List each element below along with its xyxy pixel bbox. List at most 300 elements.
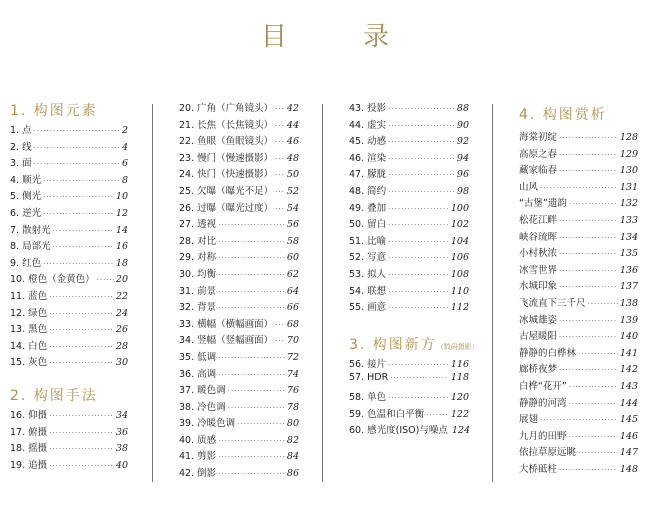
dot-leader xyxy=(559,151,618,159)
toc-entry[interactable] xyxy=(10,122,128,139)
dot-leader xyxy=(218,271,285,279)
toc-entry-page: 147 xyxy=(619,447,638,459)
dot-leader xyxy=(218,453,285,461)
toc-entry-title: 廊桥夜梦 xyxy=(519,364,558,376)
toc-entry[interactable] xyxy=(179,448,299,465)
dot-leader xyxy=(588,300,618,308)
toc-entry-title: 8. 局部光 xyxy=(10,241,51,253)
toc-entry-page: 100 xyxy=(450,202,469,214)
toc-entry[interactable] xyxy=(349,166,469,183)
toc-entry-title: 40. 质感 xyxy=(179,434,217,446)
section-heading-text: 3. 构图新方 xyxy=(349,336,437,353)
toc-entry-title: 静静的河湾 xyxy=(519,397,567,409)
toc-entry-page: 143 xyxy=(619,380,638,392)
toc-entry-title: 39. 冷暖色调 xyxy=(179,418,236,430)
toc-entry-title: 17. 俯摄 xyxy=(10,426,48,438)
toc-entry-page: 8 xyxy=(121,174,128,186)
column-divider xyxy=(322,104,323,482)
toc-entry-title: 29. 对称 xyxy=(179,252,217,264)
section-heading-note: （数码摄影） xyxy=(436,342,479,351)
toc-entry[interactable] xyxy=(179,216,299,233)
toc-entry-title: 11. 蓝色 xyxy=(10,290,48,302)
toc-entry[interactable] xyxy=(519,361,638,378)
dot-leader xyxy=(43,177,120,185)
toc-entry[interactable] xyxy=(519,345,638,362)
toc-entry-page: 141 xyxy=(619,347,638,359)
dot-leader xyxy=(559,333,618,341)
column-divider xyxy=(152,104,153,482)
dot-leader xyxy=(49,326,114,334)
dot-leader xyxy=(390,374,449,382)
dot-leader xyxy=(569,200,618,208)
dot-leader xyxy=(388,394,449,402)
toc-entry-title: 13. 黑色 xyxy=(10,324,48,336)
toc-entry[interactable] xyxy=(519,444,638,461)
dot-leader xyxy=(388,171,455,179)
toc-entry-title: 山风 xyxy=(519,181,539,193)
dot-leader xyxy=(388,304,449,312)
toc-entry-title: 42. 倒影 xyxy=(179,468,217,480)
toc-entry-title: 2. 线 xyxy=(10,141,32,153)
dot-leader xyxy=(228,404,285,412)
toc-entry-page: 144 xyxy=(619,397,638,409)
dot-leader xyxy=(559,317,618,325)
toc-entry[interactable] xyxy=(519,212,638,229)
dot-leader xyxy=(569,383,618,391)
dot-leader xyxy=(275,171,285,179)
toc-entry[interactable] xyxy=(519,312,638,329)
toc-entry-page: 12 xyxy=(115,207,128,219)
dot-leader xyxy=(275,138,285,146)
dot-leader xyxy=(218,470,285,478)
toc-entry[interactable] xyxy=(519,229,638,246)
dot-leader xyxy=(559,366,618,374)
toc-entry[interactable] xyxy=(519,278,638,295)
toc-entry-title: 14. 白色 xyxy=(10,340,48,352)
dot-leader xyxy=(388,105,455,113)
toc-entry-page: 62 xyxy=(286,268,299,280)
toc-entry-title: 48. 简约 xyxy=(349,185,387,197)
dot-leader xyxy=(388,361,449,369)
toc-entry[interactable] xyxy=(10,288,128,305)
toc-entry-page: 44 xyxy=(286,119,299,131)
toc-entry-title: 松花江畔 xyxy=(519,214,558,226)
toc-entry-page: 26 xyxy=(115,324,128,336)
toc-entry[interactable] xyxy=(10,338,128,355)
toc-entry-page: 54 xyxy=(286,202,299,214)
toc-entry[interactable] xyxy=(10,457,128,474)
toc-entry[interactable] xyxy=(349,356,469,373)
dot-leader xyxy=(49,359,114,367)
dot-leader xyxy=(218,354,285,362)
dot-leader xyxy=(49,343,114,351)
dot-leader xyxy=(43,193,114,201)
toc-entry-page: 128 xyxy=(619,132,638,143)
toc-entry[interactable] xyxy=(179,399,299,416)
toc-entry-title: 峡谷琉晖 xyxy=(519,231,558,243)
column-divider xyxy=(492,104,493,482)
toc-entry-page: 98 xyxy=(456,185,469,197)
toc-entry-page: 142 xyxy=(619,364,638,376)
toc-entry[interactable] xyxy=(519,245,638,262)
toc-entry-page: 40 xyxy=(115,459,128,471)
toc-entry-page: 34 xyxy=(115,409,128,421)
toc-entry-title: 59. 色温和白平衡 xyxy=(349,408,425,420)
toc-entry-page: 131 xyxy=(619,181,638,193)
dot-leader xyxy=(218,288,285,296)
toc-entry-page: 56 xyxy=(286,219,299,231)
toc-entry-page: 124 xyxy=(451,425,470,437)
toc-entry-page: 36 xyxy=(115,426,128,438)
toc-entry-title: 6. 逆光 xyxy=(10,207,42,219)
toc-entry[interactable] xyxy=(519,195,638,212)
toc-entry[interactable] xyxy=(519,461,638,478)
toc-entry[interactable] xyxy=(349,266,469,283)
toc-entry-page: 92 xyxy=(456,136,469,148)
toc-entry[interactable] xyxy=(349,133,469,150)
dot-leader xyxy=(275,122,285,130)
toc-entry[interactable] xyxy=(179,316,299,333)
dot-leader xyxy=(275,321,285,329)
dot-leader xyxy=(559,466,618,474)
dot-leader xyxy=(388,122,455,130)
toc-entry-page: 68 xyxy=(286,318,299,330)
toc-entry[interactable] xyxy=(349,233,469,250)
toc-entry[interactable] xyxy=(519,146,638,163)
toc-entry[interactable] xyxy=(10,255,128,272)
toc-entry-title: 22. 鱼眼（鱼眼镜头） xyxy=(179,136,274,148)
dot-leader xyxy=(559,267,618,275)
toc-entry[interactable] xyxy=(519,395,638,412)
toc-entry-page: 148 xyxy=(619,463,638,475)
toc-entry-title: 9. 红色 xyxy=(10,257,42,269)
toc-entry-page: 58 xyxy=(286,235,299,247)
toc-entry-title: 7. 散射光 xyxy=(10,224,51,236)
toc-entry-page: 136 xyxy=(619,264,638,276)
dot-leader xyxy=(34,144,120,152)
toc-entry[interactable] xyxy=(179,432,299,449)
dot-leader xyxy=(34,127,120,135)
dot-leader xyxy=(578,350,618,358)
toc-entry[interactable] xyxy=(179,332,299,349)
toc-entry-page: 86 xyxy=(286,468,299,480)
toc-entry-page: 78 xyxy=(286,401,299,413)
toc-entry-page: 133 xyxy=(619,214,638,226)
dot-leader xyxy=(426,411,449,419)
toc-entry-title: 33. 横幅（横幅画面） xyxy=(179,318,274,330)
toc-entry-title: 静静的白桦林 xyxy=(519,347,577,359)
dot-leader xyxy=(34,160,120,168)
toc-entry-title: 47. 朦胧 xyxy=(349,169,387,181)
dot-leader xyxy=(388,221,449,229)
toc-column-4 xyxy=(519,100,638,477)
toc-entry-title: 49. 叠加 xyxy=(349,202,387,214)
toc-entry[interactable] xyxy=(179,299,299,316)
dot-leader xyxy=(97,276,114,284)
toc-entry-page: 139 xyxy=(619,314,638,326)
toc-entry[interactable] xyxy=(349,406,469,423)
toc-entry[interactable] xyxy=(179,117,299,134)
toc-entry-title: 1. 点 xyxy=(10,125,32,136)
toc-entry-title: 3. 面 xyxy=(10,158,32,170)
toc-entry-page: 52 xyxy=(286,185,299,197)
toc-entry-page: 140 xyxy=(619,331,638,343)
toc-entry[interactable] xyxy=(179,249,299,266)
toc-entry-title: 小村秋浓 xyxy=(519,248,558,260)
toc-entry-page: 138 xyxy=(619,297,638,309)
toc-entry-title: 30. 均衡 xyxy=(179,268,217,280)
toc-entry-page: 116 xyxy=(450,358,469,370)
toc-entry[interactable] xyxy=(179,415,299,432)
toc-entry-page: 104 xyxy=(450,235,469,247)
toc-entry-title: 57. HDR xyxy=(349,372,389,384)
toc-entry[interactable] xyxy=(179,366,299,383)
toc-entry[interactable] xyxy=(10,139,128,156)
dot-leader xyxy=(569,433,618,441)
dot-leader xyxy=(559,167,618,175)
toc-entry-page: 50 xyxy=(286,169,299,181)
toc-entry-title: 23. 慢门（慢速摄影） xyxy=(179,152,274,164)
toc-entry-title: 46. 渲染 xyxy=(349,152,387,164)
toc-entry[interactable] xyxy=(519,428,638,445)
toc-column-1 xyxy=(10,100,128,473)
toc-entry-title: 37. 暖色调 xyxy=(179,385,226,397)
toc-entry-title: 10. 橙色（金黄色） xyxy=(10,274,95,286)
dot-leader xyxy=(49,445,114,453)
toc-entry-title: 55. 画意 xyxy=(349,302,387,314)
toc-entry-page: 80 xyxy=(286,418,299,430)
dot-leader xyxy=(53,227,114,235)
toc-entry-title: 44. 虚实 xyxy=(349,119,387,131)
toc-entry[interactable] xyxy=(519,262,638,279)
page-title: 目 录 xyxy=(260,22,424,52)
toc-entry-page: 64 xyxy=(286,285,299,297)
dot-leader xyxy=(218,304,285,312)
dot-leader xyxy=(237,420,285,428)
toc-entry-page: 42 xyxy=(286,103,299,114)
toc-entry[interactable] xyxy=(349,372,469,389)
toc-column-3 xyxy=(349,100,479,439)
toc-entry-page: 118 xyxy=(450,372,469,384)
toc-entry-page: 137 xyxy=(619,281,638,293)
dot-leader xyxy=(388,205,449,213)
toc-entry-title: 43. 投影 xyxy=(349,103,387,114)
dot-leader xyxy=(49,462,114,470)
toc-entry-page: 102 xyxy=(450,219,469,231)
toc-entry-page: 28 xyxy=(115,340,128,352)
toc-entry-title: 展翅 xyxy=(519,414,539,426)
toc-entry[interactable] xyxy=(179,465,299,482)
toc-entry[interactable] xyxy=(10,271,128,288)
toc-entry-page: 24 xyxy=(115,307,128,319)
toc-entry-title: 冰雪世界 xyxy=(519,264,558,276)
toc-entry-title: 32. 背景 xyxy=(179,302,217,314)
toc-entry-title: 大桥砥柱 xyxy=(519,463,558,475)
toc-entry[interactable] xyxy=(10,424,128,441)
toc-entry[interactable] xyxy=(179,233,299,250)
dot-leader xyxy=(218,371,285,379)
dot-leader xyxy=(275,105,285,113)
toc-entry[interactable] xyxy=(10,188,128,205)
toc-entry[interactable] xyxy=(349,216,469,233)
toc-entry-title: 45. 动感 xyxy=(349,136,387,148)
dot-leader xyxy=(559,234,618,242)
toc-entry-title: 飞流直下三千尺 xyxy=(519,297,586,309)
dot-leader xyxy=(275,155,285,163)
toc-entry-page: 82 xyxy=(286,434,299,446)
dot-leader xyxy=(275,205,285,213)
toc-entry[interactable] xyxy=(179,166,299,183)
toc-entry[interactable] xyxy=(10,440,128,457)
section-heading-appreciation: 4. 构图赏析 xyxy=(519,107,607,123)
toc-entry-page: 108 xyxy=(450,268,469,280)
toc-entry[interactable] xyxy=(10,321,128,338)
toc-entry-title: 4. 顺光 xyxy=(10,174,42,186)
toc-entry[interactable] xyxy=(519,378,638,395)
toc-entry-title: 41. 剪影 xyxy=(179,451,217,463)
toc-entry[interactable] xyxy=(10,305,128,322)
toc-entry[interactable] xyxy=(349,183,469,200)
toc-entry-title: 38. 冷色调 xyxy=(179,401,226,413)
dot-leader xyxy=(388,271,449,279)
toc-entry[interactable] xyxy=(349,117,469,134)
dot-leader xyxy=(559,134,618,142)
toc-entry[interactable] xyxy=(349,283,469,300)
toc-entry-page: 146 xyxy=(619,430,638,442)
toc-entry-title: 34. 竖幅（竖幅画面） xyxy=(179,335,274,347)
dot-leader xyxy=(218,254,285,262)
section-heading-techniques: 2. 构图手法 xyxy=(10,387,98,404)
toc-entry-page: 14 xyxy=(115,224,128,236)
toc-entry-page: 66 xyxy=(286,302,299,314)
toc-entry[interactable] xyxy=(10,222,128,239)
toc-entry-page: 22 xyxy=(115,290,128,302)
dot-leader xyxy=(49,310,114,318)
toc-entry-title: 5. 侧光 xyxy=(10,191,42,203)
toc-entry-page: 106 xyxy=(450,252,469,264)
dot-leader xyxy=(49,412,114,420)
toc-entry[interactable] xyxy=(10,155,128,172)
toc-entry-title: 21. 长焦（长焦镜头） xyxy=(179,119,274,131)
toc-entry[interactable] xyxy=(349,249,469,266)
dot-leader xyxy=(218,238,285,246)
dot-leader xyxy=(49,293,114,301)
dot-leader xyxy=(218,437,285,445)
toc-entry-title: 60. 感光度(ISO)与噪点 xyxy=(349,425,448,437)
toc-entry-page: 122 xyxy=(450,408,469,420)
toc-entry[interactable] xyxy=(519,328,638,345)
toc-entry-page: 20 xyxy=(115,274,128,286)
toc-entry-page: 90 xyxy=(456,119,469,131)
section-heading-elements: 1. 构图元素 xyxy=(10,103,98,119)
dot-leader xyxy=(388,254,449,262)
toc-entry[interactable] xyxy=(519,295,638,312)
toc-entry-title: 36. 高调 xyxy=(179,368,217,380)
toc-entry[interactable] xyxy=(179,100,299,117)
dot-leader xyxy=(388,238,449,246)
toc-entry-title: 19. 追摄 xyxy=(10,459,48,471)
toc-entry[interactable] xyxy=(10,354,128,371)
toc-entry-page: 70 xyxy=(286,335,299,347)
toc-entry[interactable] xyxy=(519,162,638,179)
toc-entry-title: 31. 前景 xyxy=(179,285,217,297)
toc-entry-title: 50. 留白 xyxy=(349,219,387,231)
toc-entry[interactable] xyxy=(179,349,299,366)
toc-entry[interactable] xyxy=(349,100,469,117)
toc-entry-page: 60 xyxy=(286,252,299,264)
toc-entry-page: 74 xyxy=(286,368,299,380)
toc-entry[interactable] xyxy=(179,183,299,200)
toc-entry-page: 129 xyxy=(619,148,638,160)
dot-leader xyxy=(569,400,618,408)
toc-entry[interactable] xyxy=(349,299,469,316)
toc-entry[interactable] xyxy=(519,129,638,146)
dot-leader xyxy=(578,449,618,457)
toc-entry[interactable] xyxy=(10,407,128,424)
toc-entry-title: “古堡”遗韵 xyxy=(519,198,567,210)
toc-entry[interactable] xyxy=(349,150,469,167)
toc-entry-title: 九月的田野 xyxy=(519,430,567,442)
toc-entry-title: 15. 灰色 xyxy=(10,357,48,369)
dot-leader xyxy=(228,387,285,395)
toc-entry-title: 古屋暖阳 xyxy=(519,331,558,343)
toc-entry[interactable] xyxy=(179,150,299,167)
toc-entry-title: 26. 过曝（曝光过度） xyxy=(179,202,274,214)
dot-leader xyxy=(559,283,618,291)
toc-entry-title: 28. 对比 xyxy=(179,235,217,247)
toc-entry-page: 94 xyxy=(456,152,469,164)
toc-entry[interactable] xyxy=(349,389,469,406)
toc-entry-page: 10 xyxy=(115,191,128,203)
toc-entry-title: 35. 低调 xyxy=(179,351,217,363)
toc-entry-page: 76 xyxy=(286,385,299,397)
toc-entry[interactable] xyxy=(10,238,128,255)
toc-entry[interactable] xyxy=(519,411,638,428)
toc-entry[interactable] xyxy=(179,133,299,150)
dot-leader xyxy=(275,188,285,196)
dot-leader xyxy=(388,188,455,196)
toc-entry-title: 藏家临春 xyxy=(519,165,558,177)
toc-entry-page: 134 xyxy=(619,231,638,243)
toc-entry[interactable] xyxy=(10,205,128,222)
toc-entry-page: 84 xyxy=(286,451,299,463)
dot-leader xyxy=(43,210,114,218)
toc-entry[interactable] xyxy=(519,179,638,196)
toc-entry-title: 53. 拟人 xyxy=(349,268,387,280)
toc-entry-page: 112 xyxy=(450,302,469,314)
dot-leader xyxy=(540,184,618,192)
toc-entry[interactable] xyxy=(10,172,128,189)
toc-entry-page: 132 xyxy=(619,198,638,210)
toc-entry[interactable] xyxy=(349,422,469,439)
toc-entry-title: 白桦“花开” xyxy=(519,380,567,392)
toc-entry-page: 4 xyxy=(121,141,128,153)
toc-entry-title: 18. 摇摄 xyxy=(10,443,48,455)
toc-entry-page: 16 xyxy=(115,241,128,253)
toc-entry-page: 145 xyxy=(619,414,638,426)
toc-entry-title: 25. 欠曝（曝光不足） xyxy=(179,185,274,197)
toc-entry[interactable] xyxy=(179,266,299,283)
toc-entry-title: 12. 绿色 xyxy=(10,307,48,319)
toc-column-2 xyxy=(179,100,299,482)
toc-entry[interactable] xyxy=(179,283,299,300)
toc-entry[interactable] xyxy=(179,382,299,399)
toc-entry-page: 6 xyxy=(121,158,128,170)
toc-entry-title: 58. 单色 xyxy=(349,391,387,403)
toc-entry-title: 高原之春 xyxy=(519,148,558,160)
toc-entry[interactable] xyxy=(349,200,469,217)
toc-entry[interactable] xyxy=(179,200,299,217)
